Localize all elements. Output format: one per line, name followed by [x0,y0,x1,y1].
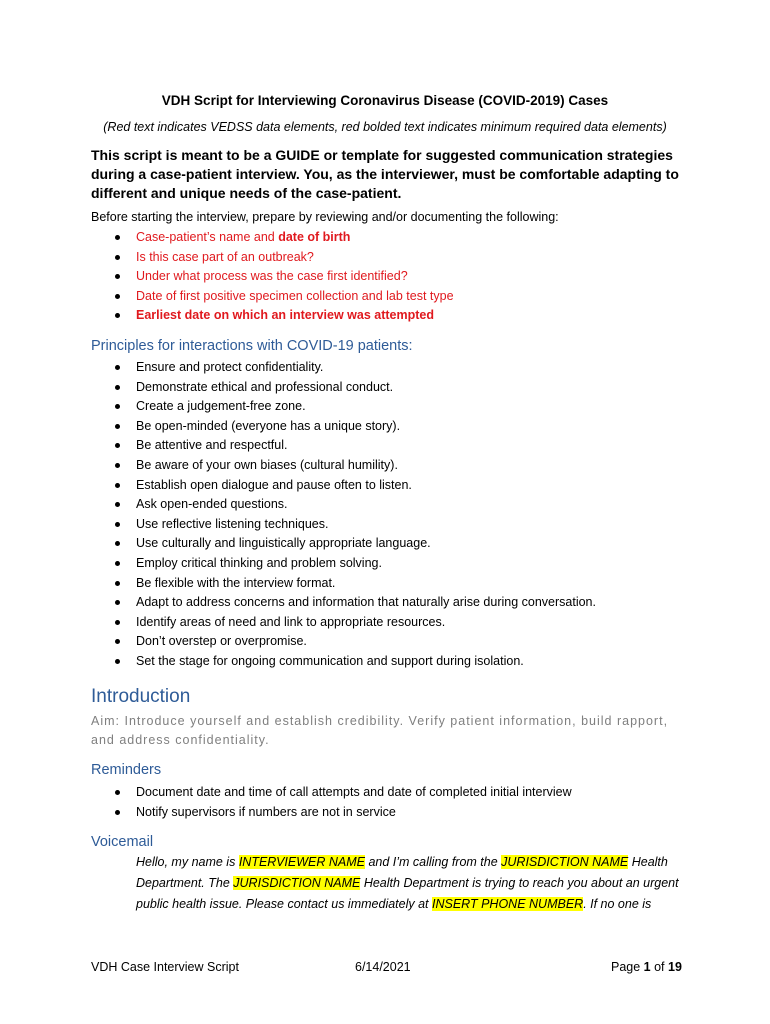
reminders-list [113,783,572,822]
bullet-icon [115,483,120,488]
bullet-icon [115,600,120,605]
placeholder-highlight: INTERVIEWER NAME [238,855,365,869]
bullet-icon [115,255,120,260]
principle-item: Use reflective listening techniques. [113,515,596,535]
placeholder-highlight: INSERT PHONE NUMBER [432,897,584,911]
document-subtitle: (Red text indicates VEDSS data elements, red bolded text indicates minimum required data elements) [103,120,667,134]
bullet-icon [115,620,120,625]
footer-left: VDH Case Interview Script [91,960,239,974]
bullet-icon [115,235,120,240]
bullet-icon [115,404,120,409]
prep-item: Is this case part of an outbreak? [113,248,454,268]
bullet-icon [115,443,120,448]
bullet-icon [115,313,120,318]
principle-item: Be attentive and respectful. [113,436,596,456]
principle-item: Be flexible with the interview format. [113,574,596,594]
principle-item: Identify areas of need and link to appropriate resources. [113,613,596,633]
bullet-icon [115,385,120,390]
principle-item: Use culturally and linguistically appropriate language. [113,534,596,554]
principle-item: Establish open dialogue and pause often to listen. [113,476,596,496]
bullet-icon [115,541,120,546]
principle-item: Demonstrate ethical and professional conduct. [113,378,596,398]
document-title: VDH Script for Interviewing Coronavirus Disease (COVID-2019) Cases [161,93,609,108]
prep-item: Date of first positive specimen collection and lab test type [113,287,454,307]
voicemail-heading: Voicemail [91,834,154,850]
introduction-heading: Introduction [91,686,191,707]
bullet-icon [115,274,120,279]
bullet-icon [115,639,120,644]
before-interview-text: Before starting the interview, prepare by reviewing and/or documenting the following: [91,210,559,224]
prep-list [113,228,454,326]
principle-item: Set the stage for ongoing communication and support during isolation. [113,652,596,672]
bullet-icon [115,463,120,468]
principle-item: Adapt to address concerns and information that naturally arise during conversation. [113,593,596,613]
principles-heading: Principles for interactions with COVID-19 patients: [91,338,413,354]
principle-item: Be open-minded (everyone has a unique story). [113,417,596,437]
principle-item: Ask open-ended questions. [113,495,596,515]
principle-item: Create a judgement-free zone. [113,397,596,417]
guide-statement: This script is meant to be a GUIDE or template for suggested communication strategies during a case-patient interview. You, as the interviewer, must be comfortable adapting to different and unique needs of the case-patient. [91,147,679,201]
bullet-icon [115,581,120,586]
aim-text: Aim: Introduce yourself and establish credibility. Verify patient information, build rapport, and address confidentiality. [91,714,669,747]
principle-item: Employ critical thinking and problem solving. [113,554,596,574]
footer-date: 6/14/2021 [355,960,411,974]
bullet-icon [115,424,120,429]
prep-item: Earliest date on which an interview was attempted [113,306,454,326]
bullet-icon [115,561,120,566]
bullet-icon [115,810,120,815]
principles-list [113,358,596,672]
reminder-item: Document date and time of call attempts and date of completed initial interview [113,783,572,803]
reminders-heading: Reminders [91,762,162,778]
principle-item: Don’t overstep or overpromise. [113,632,596,652]
principle-item: Ensure and protect confidentiality. [113,358,596,378]
footer-page-number: Page 1 of 19 [611,960,682,974]
bullet-icon [115,502,120,507]
prep-item: Under what process was the case first identified? [113,267,454,287]
placeholder-highlight: JURISDICTION NAME [233,876,361,890]
bullet-icon [115,659,120,664]
bullet-icon [115,790,120,795]
principle-item: Be aware of your own biases (cultural humility). [113,456,596,476]
reminder-item: Notify supervisors if numbers are not in service [113,803,572,823]
prep-item: Case-patient’s name and date of birth [113,228,454,248]
bullet-icon [115,294,120,299]
bullet-icon [115,365,120,370]
bullet-icon [115,522,120,527]
voicemail-script: Hello, my name is INTERVIEWER NAME and I’m calling from the JURISDICTION NAME Health Department. The JURISDICTION NAME Health Department is trying to reach you about an urgent public health issue. Please contact us immediately at INSERT PHONE NUMBER. If no one is [136,855,679,911]
placeholder-highlight: JURISDICTION NAME [501,855,629,869]
